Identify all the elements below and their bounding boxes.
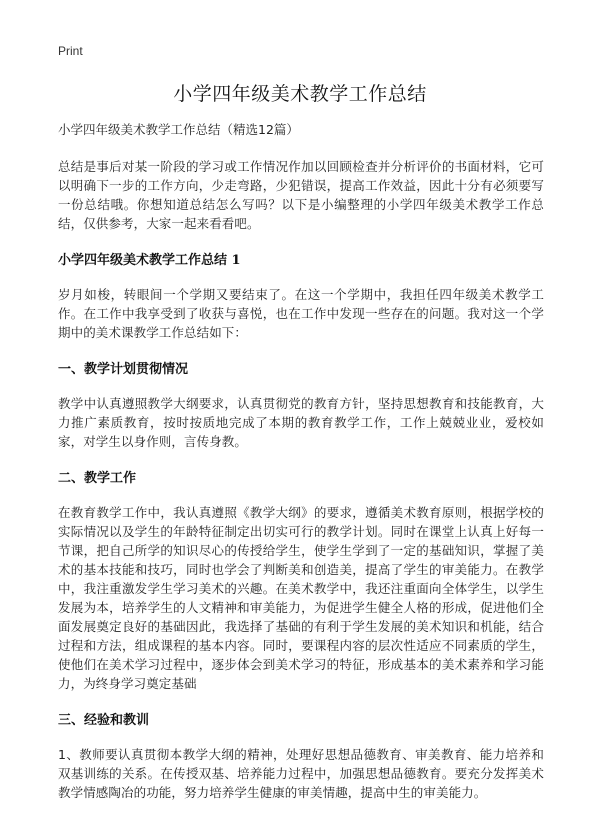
article-heading: 小学四年级美术教学工作总结 1 [58,253,241,268]
article-content [58,120,544,820]
section-heading-teaching: 二、教学工作 [58,471,137,486]
section-body-experience: 1、教师要认真贯彻本教学大纲的精神，处理好思想品德教育、审美教育、能力培养和双基训练的关系。在传授双基、培养能力过程中，加强思想品德教育。要充分发挥美术教学情感陶冶的功能，努力培养学生健康的审美情趣，提高中生的审美能力。 [58,747,544,800]
article-subtitle: 小学四年级美术教学工作总结（精选12篇） [58,122,299,137]
article-intro-paragraph: 岁月如梭，转眼间一个学期又要结束了。在这一个学期中，我担任四年级美术教学工作。在工作中我享受到了收获与喜悦，也在工作中发现一些存在的问题。我对这一个学期中的美术课教学工作总结如下： [58,287,544,340]
section-body-teaching: 在教育教学工作中，我认真遵照《教学大纲》的要求，遵循美术教育原则，根据学校的实际情况以及学生的年龄特征制定出切实可行的教学计划。同时在课堂上认真上好每一节课，把自己所学的知识尽心的传授给学生，使学生学到了一定的基础知识，掌握了美术的基本技能和技巧，同时也学会了判断美和创造美，提高了学生的审美能力。在教学中，我注重激发学生学习美术的兴趣。在美术教学中，我还注重面向全体学生，以学生发展为本，培养学生的人文精神和审美能力，为促进学生健全人格的形成，促进他们全面发展奠定良好的基础因此，我选择了基础的有利于学生发展的美术知识和机能，结合过程和方法，组成课程的基本内容。同时，要课程内容的层次性适应不同素质的学生，使他们在美术学习过程中，逐步体会到美术学习的特征，形成基本的美术素养和学习能力，为终身学习奠定基础 [58,505,544,691]
section-heading-experience: 三、经验和教训 [58,713,150,728]
intro-paragraph: 总结是事后对某一阶段的学习或工作情况作加以回顾检查并分析评价的书面材料，它可以明确下一步的工作方向，少走弯路，少犯错误，提高工作效益，因此十分有必须要写一份总结哦。你想知道总结怎么写吗？以下是小编整理的小学四年级美术教学工作总结，仅供参考，大家一起来看看吧。 [58,159,544,231]
section-body-plan: 教学中认真遵照教学大纲要求，认真贯彻党的教育方针，坚持思想教育和技能教育，大力推广素质教育，按时按质地完成了本期的教育教学工作，工作上兢兢业业，爱校如家，对学生以身作则，言传身教。 [58,396,544,449]
print-link[interactable]: Print [58,44,83,58]
section-heading-plan: 一、教学计划贯彻情况 [58,362,189,377]
page-title: 小学四年级美术教学工作总结 [173,83,427,105]
